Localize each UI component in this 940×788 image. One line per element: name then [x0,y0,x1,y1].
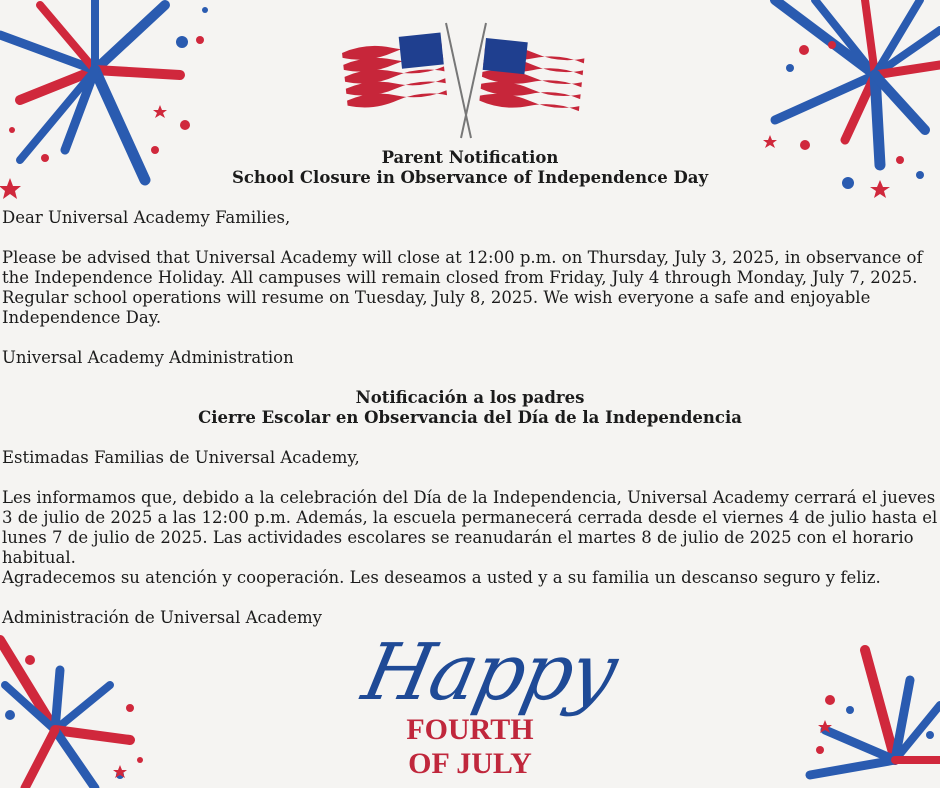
spanish-heading-1: Notificación a los padres [355,388,585,407]
spanish-signature: Administración de Universal Academy [2,608,322,627]
american-flag-icon [336,18,596,143]
of-july-text: OF JULY [408,747,532,780]
spanish-greeting: Estimadas Familias de Universal Academy, [2,448,360,467]
spanish-body: Les informamos que, debido a la celebración del Día de la Independencia, Universal Academy cerrará el jueves 3 de julio de 2025 a las 12:00 p.m. Además, la escuela permanecerá cerrada desde el viernes 4 de julio hasta el lunes 7 de julio de 2025. Las actividades escolares se reanudarán el martes 8 de julio de 2025 con el horario habitual. [2,488,938,567]
spanish-thanks: Agradecemos su atención y cooperación. Les deseamos a usted y a su familia un descanso seguro y feliz. [2,568,881,587]
happy-script-text: Happy [355,628,624,718]
english-greeting: Dear Universal Academy Families, [2,208,291,227]
english-signature: Universal Academy Administration [2,348,294,367]
firework-icon [0,630,175,788]
notice-body [0,148,940,628]
english-heading-2: School Closure in Observance of Independence Day [231,168,709,187]
spanish-heading-2: Cierre Escolar en Observancia del Día de la Independencia [198,408,742,427]
firework-icon [790,640,940,788]
fourth-text: FOURTH [406,713,534,746]
english-body: Please be advised that Universal Academy will close at 12:00 p.m. on Thursday, July 3, 2025, in observance of the Independence Holiday. All campuses will remain closed from Friday, July 4 through Monday, July 7, 2025. Regular school operations will resume on Tuesday, July 8, 2025. We wish everyone a safe and enjoyable Independence Day. [2,248,923,327]
english-heading-1: Parent Notification [381,148,559,167]
